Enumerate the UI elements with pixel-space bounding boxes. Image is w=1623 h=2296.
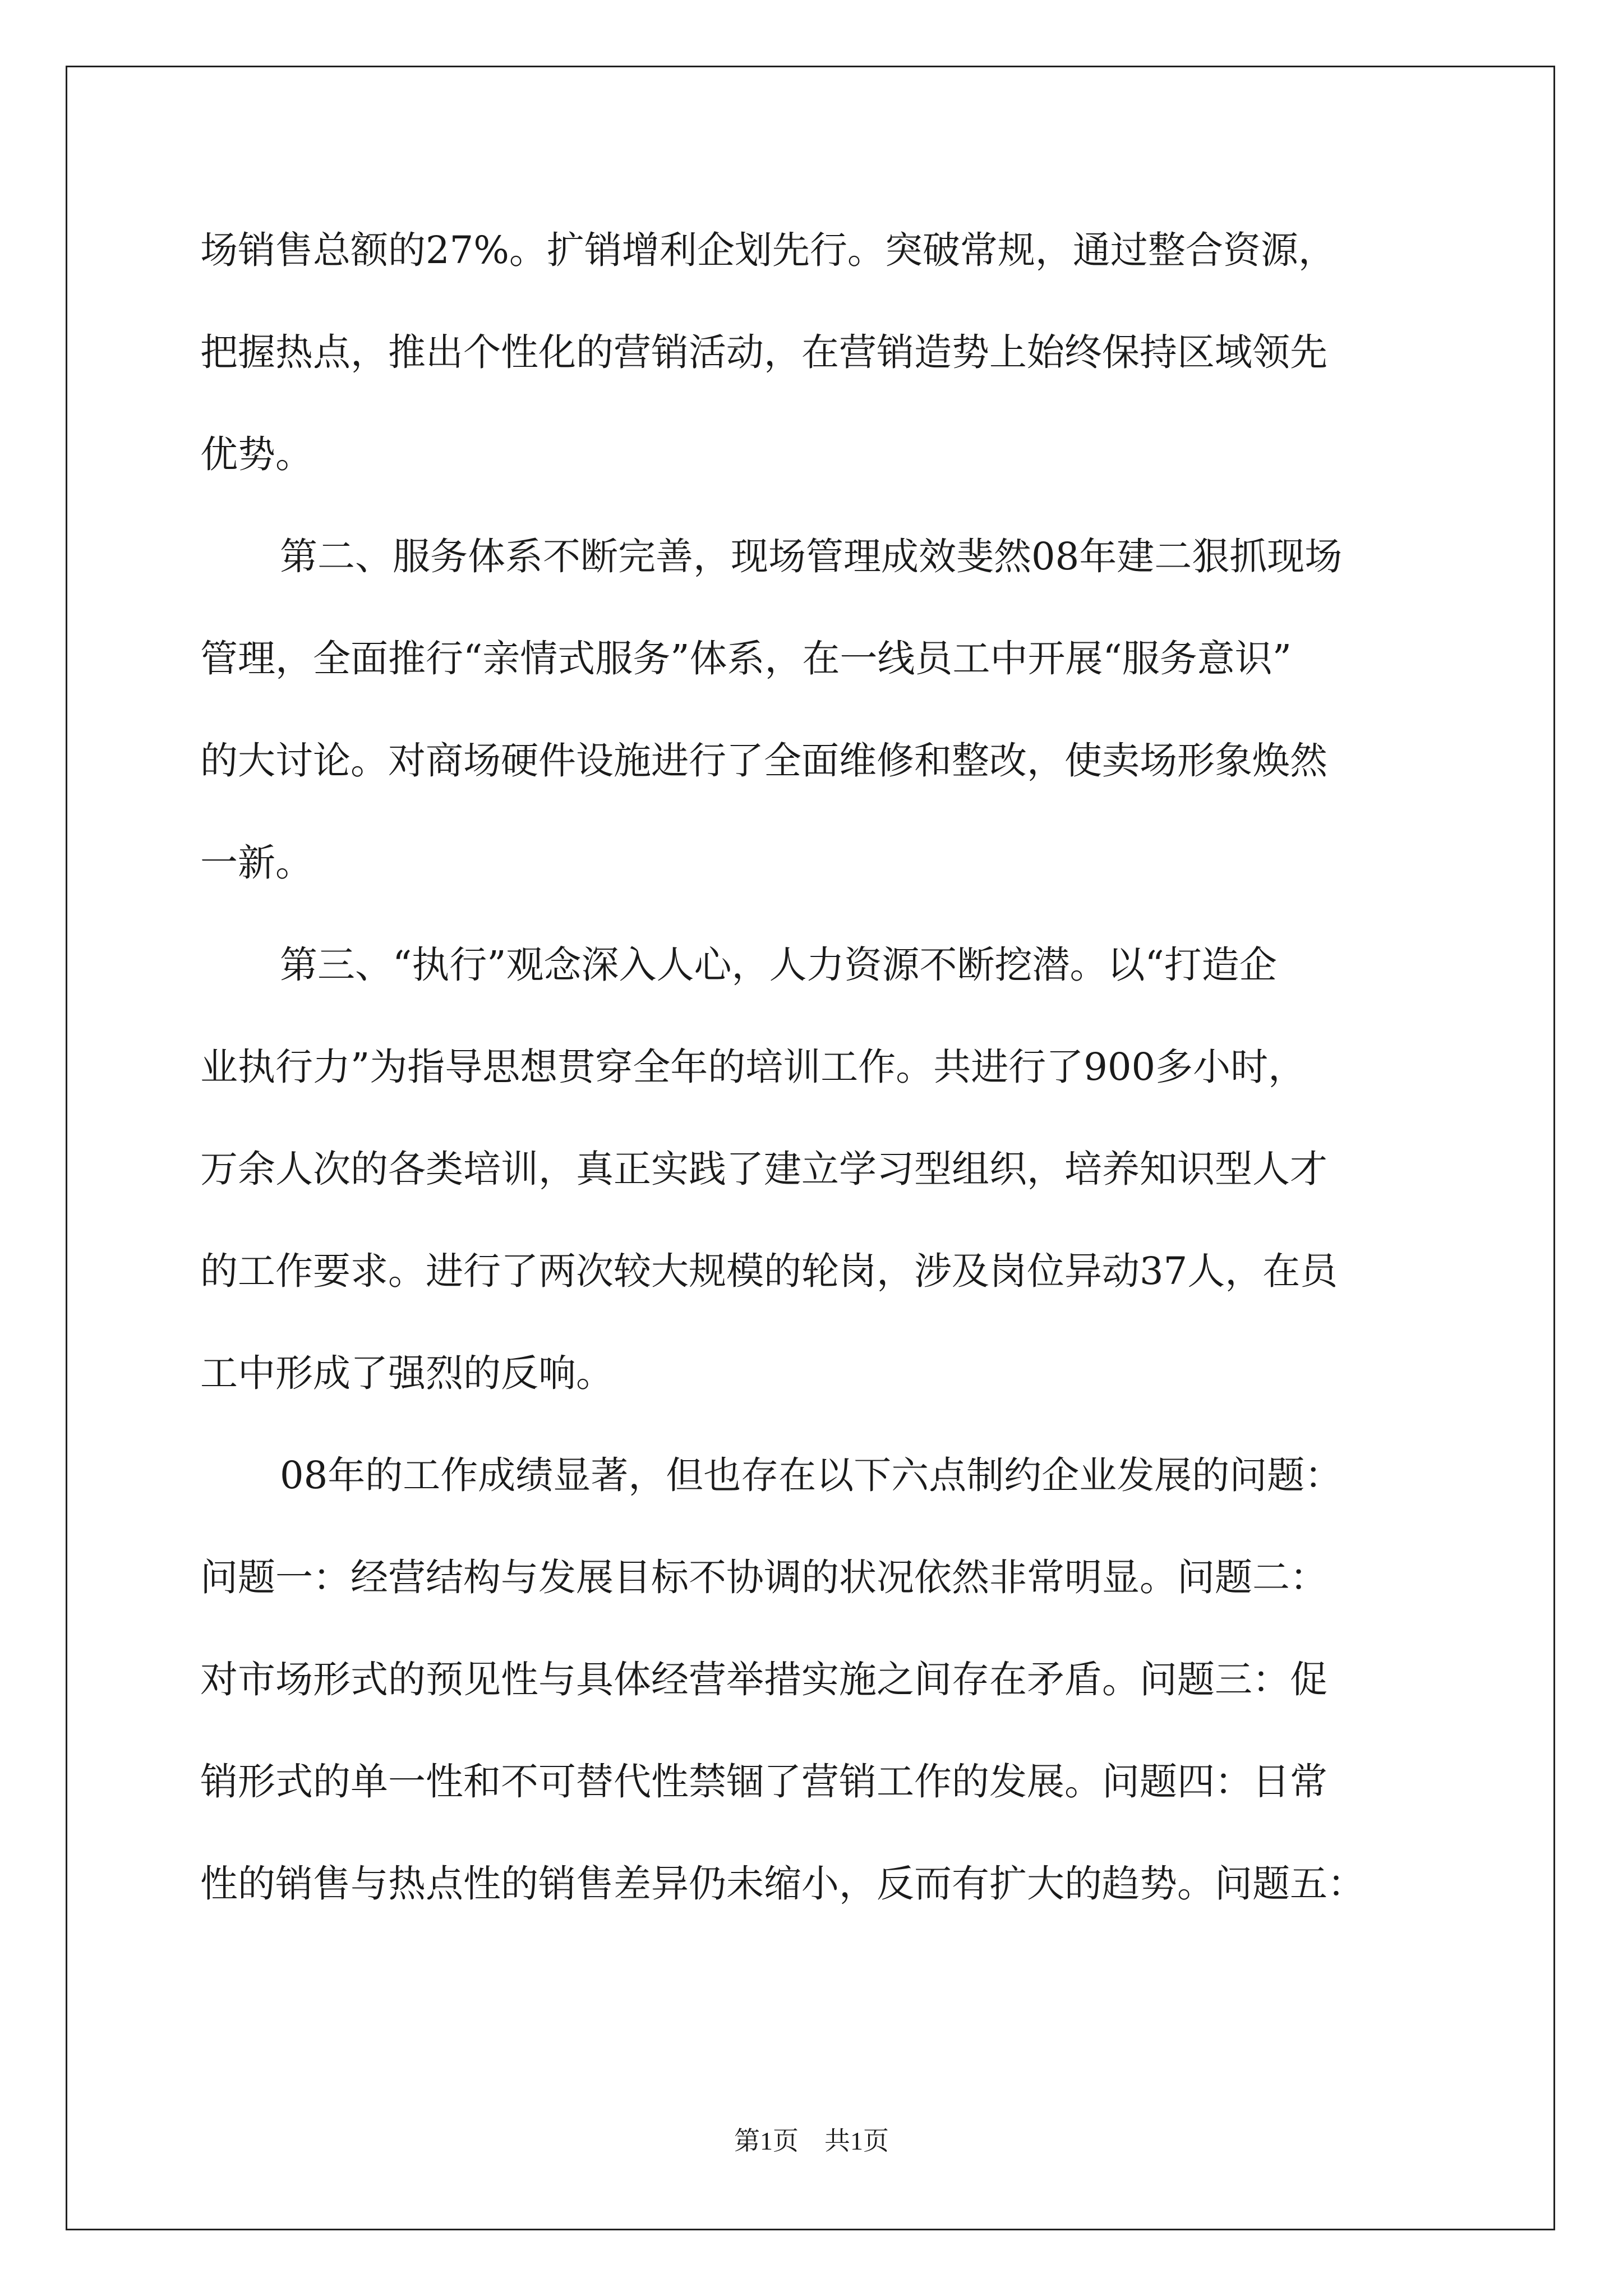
text-line-1: 场销售总额的27%。扩销增利企划先行。突破常规，通过整合资源， [200,228,1336,272]
page-number: 第1页 [734,2127,799,2155]
text-line-11: 的工作要求。进行了两次较大规模的轮岗，涉及岗位异动37人，在员 [200,1249,1338,1293]
text-line-8: 第三、“执行”观念深入人心，人力资源不断挖潜。以“打造企 [280,943,1277,987]
text-line-9: 业执行力”为指导思想贯穿全年的培训工作。共进行了900多小时， [200,1045,1306,1089]
text-line-6: 的大讨论。对商场硬件设施进行了全面维修和整改，使卖场形象焕然 [200,739,1327,783]
text-line-16: 销形式的单一性和不可替代性禁锢了营销工作的发展。问题四：日常 [200,1760,1327,1803]
text-line-13: 08年的工作成绩显著，但也存在以下六点制约企业发展的问题： [280,1453,1343,1497]
document-body [200,199,1434,1935]
text-line-12: 工中形成了强烈的反响。 [200,1351,614,1395]
page-footer [0,2124,1623,2158]
page-total: 共1页 [824,2127,889,2155]
text-line-2: 把握热点，推出个性化的营销活动，在营销造势上始终保持区域领先 [200,330,1327,374]
text-line-5: 管理，全面推行“亲情式服务”体系，在一线员工中开展“服务意识” [200,637,1292,680]
text-line-15: 对市场形式的预见性与具体经营举措实施之间存在矛盾。问题三：促 [200,1658,1327,1701]
text-line-17: 性的销售与热点性的销售差异仍未缩小，反而有扩大的趋势。问题五： [200,1862,1365,1906]
text-line-10: 万余人次的各类培训，真正实践了建立学习型组织，培养知识型人才 [200,1147,1327,1191]
text-line-14: 问题一：经营结构与发展目标不协调的状况依然非常明显。问题二： [200,1556,1327,1599]
text-line-4: 第二、服务体系不断完善，现场管理成效斐然08年建二狠抓现场 [280,535,1343,578]
text-line-7: 一新。 [200,841,313,885]
text-line-3: 优势。 [200,432,313,476]
